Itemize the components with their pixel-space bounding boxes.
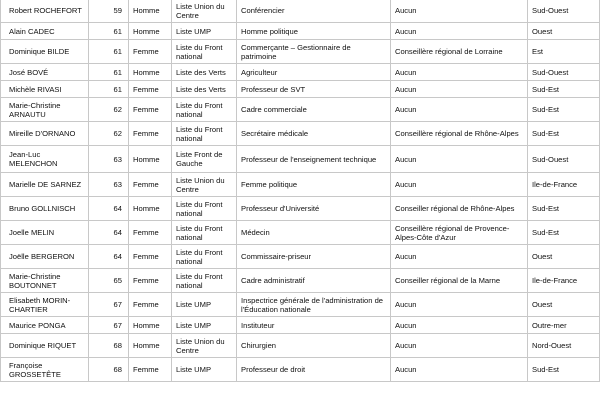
profession-cell: Agriculteur xyxy=(237,64,391,81)
list-cell: Liste Union du Centre xyxy=(172,334,237,358)
table-row xyxy=(1,245,600,269)
candidate-name-cell: Marie-Christine ARNAUTU xyxy=(1,98,89,122)
sex-cell: Femme xyxy=(129,221,172,245)
candidate-name-cell: José BOVÉ xyxy=(1,64,89,81)
sex-cell: Femme xyxy=(129,293,172,317)
candidate-name-cell: Joëlle BERGERON xyxy=(1,245,89,269)
profession-cell: Professeur d'Université xyxy=(237,197,391,221)
sex-cell: Femme xyxy=(129,358,172,382)
age-cell: 64 xyxy=(89,197,129,221)
table-row xyxy=(1,64,600,81)
mandate-cell: Conseillère régional de Rhône-Alpes xyxy=(391,122,528,146)
profession-cell: Femme politique xyxy=(237,173,391,197)
constituency-cell: Est xyxy=(528,40,600,64)
constituency-cell: Ouest xyxy=(528,23,600,40)
mandate-cell: Aucun xyxy=(391,245,528,269)
age-cell: 61 xyxy=(89,64,129,81)
constituency-cell: Ile-de-France xyxy=(528,173,600,197)
table-row xyxy=(1,81,600,98)
constituency-cell: Sud-Est xyxy=(528,221,600,245)
sex-cell: Homme xyxy=(129,64,172,81)
sex-cell: Femme xyxy=(129,122,172,146)
table-row xyxy=(1,358,600,382)
list-cell: Liste du Front national xyxy=(172,122,237,146)
sex-cell: Femme xyxy=(129,173,172,197)
candidate-name-cell: Alain CADEC xyxy=(1,23,89,40)
list-cell: Liste du Front national xyxy=(172,197,237,221)
list-cell: Liste des Verts xyxy=(172,81,237,98)
candidate-name-cell: Dominique BILDE xyxy=(1,40,89,64)
candidate-name-cell: Robert ROCHEFORT xyxy=(1,0,89,23)
constituency-cell: Sud-Est xyxy=(528,197,600,221)
age-cell: 67 xyxy=(89,317,129,334)
mandate-cell: Conseiller régional de Rhône-Alpes xyxy=(391,197,528,221)
sex-cell: Homme xyxy=(129,23,172,40)
profession-cell: Homme politique xyxy=(237,23,391,40)
candidate-name-cell: Mireille D'ORNANO xyxy=(1,122,89,146)
candidate-name-cell: Marielle DE SARNEZ xyxy=(1,173,89,197)
list-cell: Liste UMP xyxy=(172,358,237,382)
mandate-cell: Conseiller régional de la Marne xyxy=(391,269,528,293)
profession-cell: Chirurgien xyxy=(237,334,391,358)
sex-cell: Femme xyxy=(129,40,172,64)
constituency-cell: Sud-Ouest xyxy=(528,0,600,23)
table-row xyxy=(1,146,600,173)
sex-cell: Homme xyxy=(129,197,172,221)
age-cell: 68 xyxy=(89,334,129,358)
profession-cell: Commissaire-priseur xyxy=(237,245,391,269)
list-cell: Liste du Front national xyxy=(172,98,237,122)
table-row xyxy=(1,221,600,245)
candidate-name-cell: Michèle RIVASI xyxy=(1,81,89,98)
constituency-cell: Outre-mer xyxy=(528,317,600,334)
table-row xyxy=(1,98,600,122)
mandate-cell: Conseillère régional de Lorraine xyxy=(391,40,528,64)
candidate-name-cell: Joelle MELIN xyxy=(1,221,89,245)
list-cell: Liste Union du Centre xyxy=(172,0,237,23)
mandate-cell: Aucun xyxy=(391,0,528,23)
list-cell: Liste du Front national xyxy=(172,221,237,245)
table-row xyxy=(1,334,600,358)
profession-cell: Inspectrice générale de l'administration de l'Éducation nationale xyxy=(237,293,391,317)
age-cell: 61 xyxy=(89,23,129,40)
age-cell: 61 xyxy=(89,81,129,98)
constituency-cell: Ouest xyxy=(528,293,600,317)
mandate-cell: Conseillère régional de Provence-Alpes-Côte d'Azur xyxy=(391,221,528,245)
constituency-cell: Sud-Est xyxy=(528,122,600,146)
age-cell: 62 xyxy=(89,122,129,146)
profession-cell: Médecin xyxy=(237,221,391,245)
mandate-cell: Aucun xyxy=(391,334,528,358)
table-row xyxy=(1,40,600,64)
candidate-name-cell: Maurice PONGA xyxy=(1,317,89,334)
sex-cell: Femme xyxy=(129,245,172,269)
sex-cell: Homme xyxy=(129,317,172,334)
mandate-cell: Aucun xyxy=(391,81,528,98)
candidate-name-cell: Bruno GOLLNISCH xyxy=(1,197,89,221)
constituency-cell: Sud-Est xyxy=(528,98,600,122)
table-row xyxy=(1,317,600,334)
mandate-cell: Aucun xyxy=(391,23,528,40)
list-cell: Liste Union du Centre xyxy=(172,173,237,197)
age-cell: 61 xyxy=(89,40,129,64)
age-cell: 63 xyxy=(89,173,129,197)
constituency-cell: Nord-Ouest xyxy=(528,334,600,358)
sex-cell: Femme xyxy=(129,81,172,98)
candidate-name-cell: Dominique RIQUET xyxy=(1,334,89,358)
mandate-cell: Aucun xyxy=(391,358,528,382)
constituency-cell: Sud-Ouest xyxy=(528,64,600,81)
list-cell: Liste UMP xyxy=(172,317,237,334)
profession-cell: Commerçante – Gestionnaire de patrimoine xyxy=(237,40,391,64)
table-row xyxy=(1,173,600,197)
profession-cell: Professeur de l'enseignement technique xyxy=(237,146,391,173)
age-cell: 59 xyxy=(89,0,129,23)
list-cell: Liste UMP xyxy=(172,293,237,317)
table-row xyxy=(1,23,600,40)
profession-cell: Cadre commerciale xyxy=(237,98,391,122)
sex-cell: Homme xyxy=(129,0,172,23)
age-cell: 63 xyxy=(89,146,129,173)
constituency-cell: Sud-Est xyxy=(528,81,600,98)
table-row xyxy=(1,293,600,317)
list-cell: Liste du Front national xyxy=(172,40,237,64)
age-cell: 64 xyxy=(89,221,129,245)
profession-cell: Secrétaire médicale xyxy=(237,122,391,146)
table-row xyxy=(1,269,600,293)
list-cell: Liste Front de Gauche xyxy=(172,146,237,173)
list-cell: Liste du Front national xyxy=(172,269,237,293)
mandate-cell: Aucun xyxy=(391,293,528,317)
mandate-cell: Aucun xyxy=(391,64,528,81)
candidate-name-cell: Marie-Christine BOUTONNET xyxy=(1,269,89,293)
list-cell: Liste UMP xyxy=(172,23,237,40)
candidate-name-cell: Elisabeth MORIN-CHARTIER xyxy=(1,293,89,317)
constituency-cell: Sud-Est xyxy=(528,358,600,382)
profession-cell: Professeur de droit xyxy=(237,358,391,382)
table-body xyxy=(1,0,600,382)
profession-cell: Professeur de SVT xyxy=(237,81,391,98)
table-row xyxy=(1,0,600,23)
age-cell: 67 xyxy=(89,293,129,317)
age-cell: 64 xyxy=(89,245,129,269)
constituency-cell: Sud-Ouest xyxy=(528,146,600,173)
mandate-cell: Aucun xyxy=(391,173,528,197)
profession-cell: Cadre administratif xyxy=(237,269,391,293)
mandate-cell: Aucun xyxy=(391,317,528,334)
profession-cell: Conférencier xyxy=(237,0,391,23)
sex-cell: Homme xyxy=(129,146,172,173)
sex-cell: Femme xyxy=(129,269,172,293)
sex-cell: Femme xyxy=(129,98,172,122)
constituency-cell: Ile-de-France xyxy=(528,269,600,293)
age-cell: 62 xyxy=(89,98,129,122)
mandate-cell: Aucun xyxy=(391,146,528,173)
constituency-cell: Ouest xyxy=(528,245,600,269)
table-row xyxy=(1,197,600,221)
mandate-cell: Aucun xyxy=(391,98,528,122)
list-cell: Liste des Verts xyxy=(172,64,237,81)
age-cell: 65 xyxy=(89,269,129,293)
sex-cell: Homme xyxy=(129,334,172,358)
age-cell: 68 xyxy=(89,358,129,382)
list-cell: Liste du Front national xyxy=(172,245,237,269)
table-row xyxy=(1,122,600,146)
candidate-name-cell: Françoise GROSSETÊTE xyxy=(1,358,89,382)
candidate-name-cell: Jean-Luc MELENCHON xyxy=(1,146,89,173)
profession-cell: Instituteur xyxy=(237,317,391,334)
